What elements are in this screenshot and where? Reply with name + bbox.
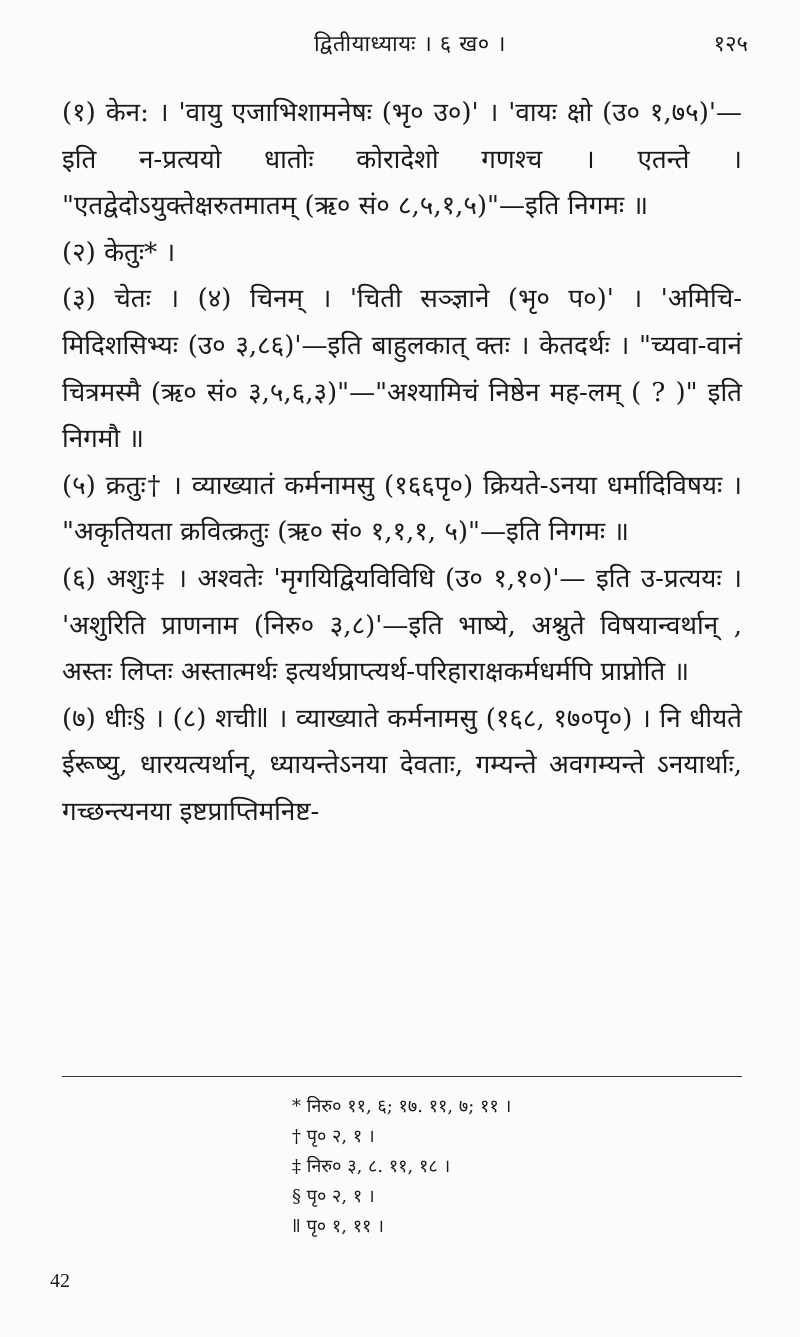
footnote: ǁ पृ० १, ११ । bbox=[292, 1216, 384, 1237]
footnote-divider bbox=[62, 1076, 742, 1077]
body-text bbox=[62, 90, 742, 836]
page-number: १२५ bbox=[713, 32, 748, 57]
paragraph: (७) धीः§ । (८) शचीǁ । व्याख्याते कर्मनामसु (१६८, १७०पृ०) । नि धीयते ईरूष्यु, धारयत्यर्थान्, ध्यायन्तेऽनया देवताः, गम्यन्ते अवगम्यन्ते ऽनयार्थाः, गच्छन्त्यनया इष्टप्राप्तिमनिष्ट- bbox=[62, 703, 742, 827]
paragraph: (२) केतुः* । bbox=[62, 237, 176, 268]
running-head: द्वितीयाध्यायः । ६ ख० । bbox=[313, 32, 506, 57]
footnote: ‡ निरु० ३, ८. ११, १८ । bbox=[292, 1156, 451, 1177]
paragraph: (३) चेतः । (४) चिनम् । 'चिती सञ्ज्ञाने (भृ० प०)' । 'अमिचि-मिदिशसिभ्यः (उ० ३,८६)'—इति बाहुलकात् क्तः । केतदर्थः । "च्यवा-वानं चित्रमस्मै (ऋ० सं० ३,५,६,३)"—"अश्यामिचं निष्ठेन मह-लम् ( ? )" इति निगमौ ॥ bbox=[62, 284, 742, 455]
paragraph: (६) अशुः‡ । अश्वतेः 'मृगयिद्वियविविधि (उ० १,१०)'— इति उ-प्रत्ययः । 'अशुरिति प्राणनाम (निरु० ३,८)'—इति भाष्ये, अश्नुते विषयान्वर्थान् , अस्तः लिप्तः अस्तात्मर्थः इत्यर्थप्राप्त्यर्थ-परिहाराक्षकर्मधर्मपि प्राप्नोति ॥ bbox=[62, 563, 742, 688]
footnote: * निरु० ११, ६; १७. ११, ७; ११ । bbox=[292, 1096, 512, 1117]
footnote: § पृ० २, १ । bbox=[292, 1186, 375, 1207]
print-sheet-number: 42 bbox=[50, 1270, 70, 1292]
paragraph: (१) केन: । 'वायु एजाभिशामनेषः (भृ० उ०)' । 'वायः क्षो (उ० १,७५)'—इति न-प्रत्ययो धातोः कोरादेशो गणश्च । एतन्ते । "एतद्वेदोऽयुक्तेक्षरुतमातम् (ऋ० सं० ८,५,१,५)"—इति निगमः ॥ bbox=[62, 98, 742, 222]
footnotes bbox=[292, 1092, 592, 1242]
footnote: † पृ० २, १ । bbox=[292, 1126, 375, 1147]
paragraph: (५) क्रतुः† । व्याख्यातं कर्मनामसु (१६६पृ०) क्रियते-ऽनया धर्मादिविषयः । "अकृतियता क्रवित्क्रतुः (ऋ० सं० १,१,१, ५)"—इति निगमः ॥ bbox=[62, 470, 742, 548]
